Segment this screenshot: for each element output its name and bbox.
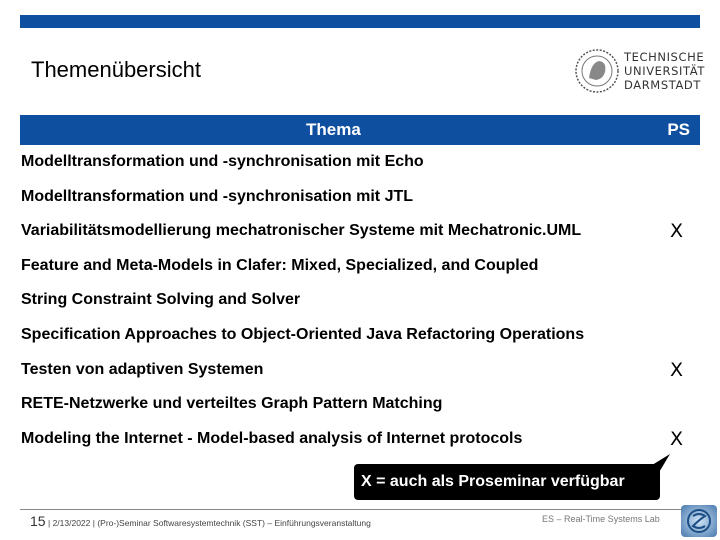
ps-mark: X	[670, 427, 684, 450]
topic-text: RETE-Netzwerke und verteiltes Graph Pattern Matching	[21, 395, 443, 413]
lab-name: ES – Real-Time Systems Lab	[542, 514, 660, 524]
topics-table	[20, 115, 700, 456]
callout-text: X = auch als Proseminar verfügbar	[361, 473, 625, 490]
table-row	[20, 180, 700, 215]
footer-divider	[20, 509, 700, 510]
legend-callout	[354, 464, 660, 500]
table-row	[20, 214, 700, 249]
topic-text: Modelltransformation und -synchronisation mit Echo	[21, 153, 424, 170]
table-row	[20, 145, 700, 180]
topic-text: Feature and Meta-Models in Clafer: Mixed, Specialized, and Coupled	[21, 256, 539, 274]
topic-text: Variabilitätsmodellierung mechatronischer Systeme mit Mechatronic.UML	[21, 222, 582, 240]
table-row	[20, 318, 700, 353]
table-row	[20, 353, 700, 388]
page-number: 15	[30, 513, 46, 529]
topic-text: Modeling the Internet - Model-based analysis of Internet protocols	[21, 429, 523, 447]
seal-icon	[574, 48, 620, 94]
table-header	[20, 115, 700, 145]
table-row	[20, 422, 700, 457]
ps-mark: X	[670, 220, 684, 243]
es-lab-logo-icon	[680, 504, 718, 538]
table-row	[20, 387, 700, 422]
topic-text: Modelltransformation und -synchronisation mit JTL	[21, 187, 414, 205]
university-logo	[566, 44, 706, 102]
topic-text: Specification Approaches to Object-Oriented Java Refactoring Operations	[21, 325, 585, 343]
column-header-ps: PS	[667, 120, 690, 139]
table-row	[20, 249, 700, 284]
ps-mark: X	[670, 358, 684, 381]
topic-text: Testen von adaptiven Systemen	[21, 360, 264, 378]
table-row	[20, 283, 700, 318]
footer-info: | 2/13/2022 | (Pro-)Seminar Softwaresystemtechnik (SST) – Einführungsveranstaltung	[48, 518, 371, 528]
header-accent-bar	[20, 15, 700, 28]
logo-text: TECHNISCHE UNIVERSITÄT DARMSTADT	[624, 50, 705, 92]
topic-text: String Constraint Solving and Solver	[21, 291, 301, 309]
column-header-topic: Thema	[306, 120, 361, 139]
page-title: Themenübersicht	[31, 57, 201, 82]
